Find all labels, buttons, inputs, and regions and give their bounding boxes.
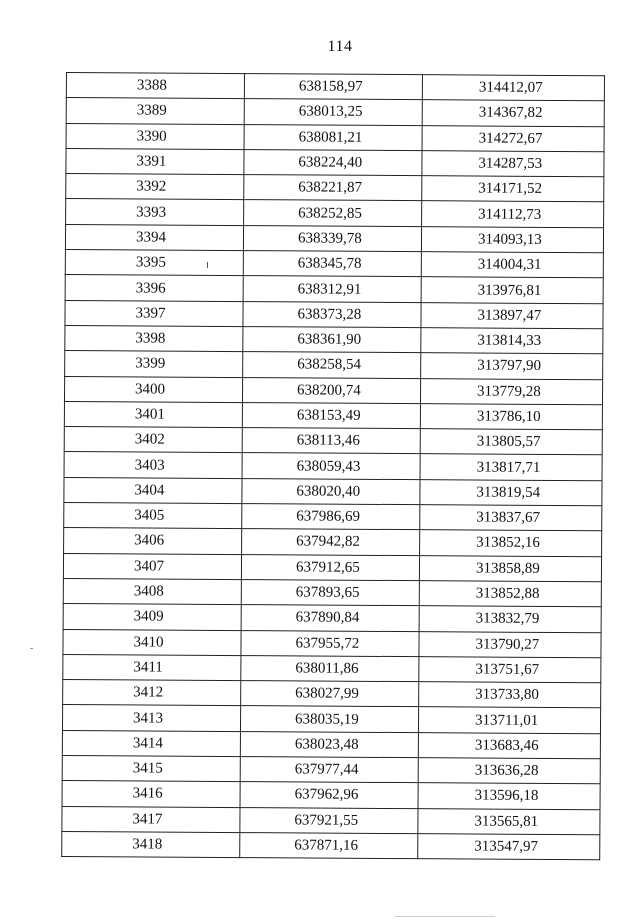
point-number-cell: 3389 (66, 98, 244, 124)
y-coordinate-cell: 313547,97 (418, 834, 600, 860)
y-coordinate-cell: 313779,28 (420, 378, 602, 404)
point-number-cell: 3407 (63, 553, 241, 579)
x-coordinate-cell: 638345,78 (243, 251, 421, 277)
point-number-cell: 3404 (64, 477, 242, 503)
x-coordinate-cell: 638081,21 (244, 124, 422, 150)
point-number-cell: 3414 (62, 730, 240, 756)
point-number-cell: 3413 (62, 705, 240, 731)
table-row (65, 275, 603, 304)
point-number-cell: 3401 (64, 401, 242, 427)
y-coordinate-cell: 314412,07 (422, 75, 604, 101)
x-coordinate-cell: 638361,90 (243, 327, 421, 353)
x-coordinate-cell: 638158,97 (244, 74, 422, 100)
x-coordinate-cell: 637893,65 (241, 580, 419, 606)
y-coordinate-cell: 313751,67 (419, 656, 601, 682)
point-number-cell: 3393 (66, 199, 244, 225)
y-coordinate-cell: 313858,89 (419, 555, 601, 581)
table-row (65, 325, 603, 354)
point-number-cell: 3399 (65, 351, 243, 377)
x-coordinate-cell: 637955,72 (241, 630, 419, 656)
x-coordinate-cell: 638023,48 (240, 731, 418, 757)
x-coordinate-cell: 638059,43 (242, 453, 420, 479)
y-coordinate-cell: 313790,27 (419, 631, 601, 657)
point-number-cell: 3406 (64, 528, 242, 554)
x-coordinate-cell: 637912,65 (241, 554, 419, 580)
y-coordinate-cell: 313897,47 (421, 302, 603, 328)
table-row (66, 148, 604, 177)
table-row (63, 654, 601, 683)
scan-artifact-smudge (395, 916, 495, 917)
y-coordinate-cell: 313805,57 (420, 429, 602, 455)
y-coordinate-cell: 313596,18 (418, 783, 600, 809)
table-row (66, 123, 604, 152)
point-number-cell: 3396 (65, 275, 243, 301)
point-number-cell: 3395 (65, 250, 243, 276)
y-coordinate-cell: 313817,71 (420, 454, 602, 480)
point-number-cell: 3402 (64, 427, 242, 453)
page-number: 114 (327, 38, 353, 55)
point-number-cell: 3409 (63, 604, 241, 630)
table-row (63, 553, 601, 582)
y-coordinate-cell: 313837,67 (420, 505, 602, 531)
table-row (66, 98, 604, 127)
point-number-cell: 3392 (66, 174, 244, 200)
x-coordinate-cell: 638027,99 (241, 681, 419, 707)
y-coordinate-cell: 313683,46 (418, 732, 600, 758)
x-coordinate-cell: 638339,78 (243, 225, 421, 251)
point-number-cell: 3412 (63, 680, 241, 706)
y-coordinate-cell: 313786,10 (420, 404, 602, 430)
table-row (64, 427, 602, 456)
table-row (66, 199, 604, 228)
point-number-cell: 3403 (64, 452, 242, 478)
y-coordinate-cell: 313852,88 (419, 581, 601, 607)
table-row (64, 477, 602, 506)
x-coordinate-cell: 637962,96 (240, 782, 418, 808)
point-number-cell: 3417 (62, 806, 240, 832)
y-coordinate-cell: 313814,33 (421, 328, 603, 354)
point-number-cell: 3391 (66, 148, 244, 174)
y-coordinate-cell: 313819,54 (420, 479, 602, 505)
point-number-cell: 3398 (65, 325, 243, 351)
y-coordinate-cell: 313733,80 (419, 682, 601, 708)
table-row (64, 401, 602, 430)
x-coordinate-cell: 638011,86 (241, 655, 419, 681)
x-coordinate-cell: 638035,19 (240, 706, 418, 732)
point-number-cell: 3400 (64, 376, 242, 402)
x-coordinate-cell: 638200,74 (242, 377, 420, 403)
y-coordinate-cell: 313636,28 (418, 758, 600, 784)
point-number-cell: 3418 (62, 831, 240, 857)
x-coordinate-cell: 637986,69 (242, 504, 420, 530)
x-coordinate-cell: 638153,49 (242, 402, 420, 428)
x-coordinate-cell: 637890,84 (241, 605, 419, 631)
point-number-cell: 3408 (63, 578, 241, 604)
point-number-cell: 3411 (63, 654, 241, 680)
x-coordinate-cell: 638373,28 (243, 301, 421, 327)
table-row (66, 73, 604, 102)
y-coordinate-cell: 314287,53 (422, 151, 604, 177)
point-number-cell: 3416 (62, 781, 240, 807)
table-row (62, 781, 600, 810)
x-coordinate-cell: 638258,54 (243, 352, 421, 378)
table-row (62, 705, 600, 734)
coordinates-table-body (62, 73, 605, 860)
y-coordinate-cell: 314272,67 (422, 125, 604, 151)
y-coordinate-cell: 314171,52 (422, 176, 604, 202)
table-row (65, 351, 603, 380)
y-coordinate-cell: 314367,82 (422, 100, 604, 126)
x-coordinate-cell: 638013,25 (244, 99, 422, 125)
table-row (63, 680, 601, 709)
x-coordinate-cell: 638224,40 (244, 149, 422, 175)
x-coordinate-cell: 638113,46 (242, 428, 420, 454)
y-coordinate-cell: 313565,81 (418, 808, 600, 834)
table-row (63, 604, 601, 633)
table-row (63, 578, 601, 607)
table-row (62, 756, 600, 785)
x-coordinate-cell: 638252,85 (244, 200, 422, 226)
table-row (64, 528, 602, 557)
coordinates-table (61, 72, 605, 860)
x-coordinate-cell: 637871,16 (240, 832, 418, 858)
table-row (62, 730, 600, 759)
y-coordinate-cell: 314004,31 (421, 252, 603, 278)
point-number-cell: 3390 (66, 123, 244, 149)
point-number-cell: 3410 (63, 629, 241, 655)
x-coordinate-cell: 638020,40 (242, 478, 420, 504)
point-number-cell: 3415 (62, 756, 240, 782)
x-coordinate-cell: 637942,82 (242, 529, 420, 555)
table-row (64, 452, 602, 481)
scan-artifact-tick (30, 648, 33, 649)
table-row (66, 174, 604, 203)
point-number-cell: 3397 (65, 300, 243, 326)
table-row (63, 629, 601, 658)
y-coordinate-cell: 314112,73 (422, 201, 604, 227)
y-coordinate-cell: 313852,16 (420, 530, 602, 556)
point-number-cell: 3388 (66, 73, 244, 99)
table-row (65, 224, 603, 253)
x-coordinate-cell: 637921,55 (240, 807, 418, 833)
scan-artifact-mark (207, 262, 208, 268)
y-coordinate-cell: 313711,01 (418, 707, 600, 733)
y-coordinate-cell: 313797,90 (421, 353, 603, 379)
table-row (65, 250, 603, 279)
point-number-cell: 3405 (64, 503, 242, 529)
table-row (64, 376, 602, 405)
y-coordinate-cell: 314093,13 (421, 226, 603, 252)
x-coordinate-cell: 638312,91 (243, 276, 421, 302)
point-number-cell: 3394 (65, 224, 243, 250)
y-coordinate-cell: 313832,79 (419, 606, 601, 632)
table-row (62, 831, 600, 860)
table-row (65, 300, 603, 329)
x-coordinate-cell: 638221,87 (244, 175, 422, 201)
table-row (64, 503, 602, 532)
y-coordinate-cell: 313976,81 (421, 277, 603, 303)
table-row (62, 806, 600, 835)
x-coordinate-cell: 637977,44 (240, 757, 418, 783)
